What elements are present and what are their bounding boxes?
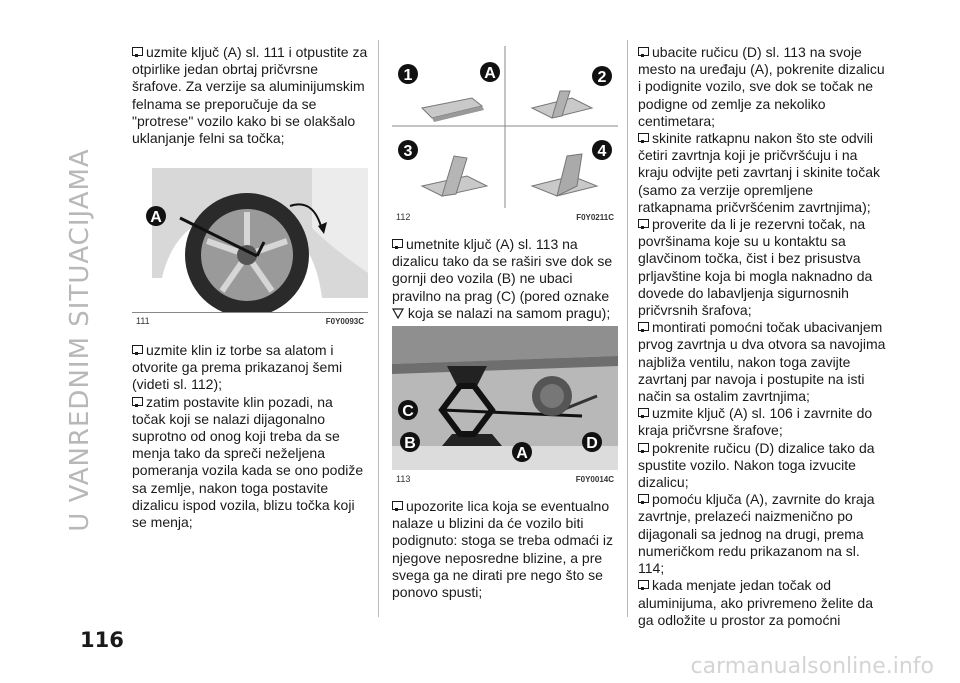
instruction-paragraph: upozorite lica koja se eventualno nalaze u blizini da će vozilo biti podignuto: stoga se treba odmaći iz njegove neposredne blizine, a pre svega ga ne dirati pre nego što se ponovo spusti; bbox=[392, 498, 614, 601]
instruction-paragraph: uzmite ključ (A) sl. 111 i otpustite za otpirlike jedan obrtaj pričvrsne šrafove. Za verzije sa aluminijumskim felnama se preporučuje da se "protrese" vozilo kako bi se olakšalo uklanjanje felni sa točka; bbox=[132, 44, 368, 147]
bullet-icon bbox=[638, 321, 649, 332]
jack-illustration bbox=[392, 326, 618, 470]
column-divider bbox=[627, 40, 628, 617]
triangle-mark-icon bbox=[392, 308, 404, 319]
callout-label-C: C bbox=[402, 403, 414, 420]
page-number: 116 bbox=[80, 628, 124, 652]
instruction-paragraph: pomoću ključa (A), zavrnite do kraja zavrtnje, prelazeći naizmenično po dijagonali sa jednog na drugi, prema numeričkom redu prikazanom na sl. 114; bbox=[638, 491, 875, 577]
instruction-paragraph: zatim postavite klin pozadi, na točak koji se nalazi dijagonalno suprotno od onog koji treba da se menja tako da spreči neželjena pomeranja vozila kada se ono podiže sa zemlje, nakon toga postavite dizalicu ispod vozila, blizu točka koji se menja; bbox=[132, 393, 364, 531]
column-2-middle bbox=[392, 236, 618, 322]
instruction-paragraph: uzmite klin iz torbe sa alatom i otvorite ga prema prikazanoj šemi (videti sl. 112); bbox=[132, 342, 343, 393]
instruction-paragraph: uzmite ključ (A) sl. 106 i zavrnite do kraja pričvrsne šrafove; bbox=[638, 405, 873, 439]
bullet-icon bbox=[638, 407, 649, 418]
wheel-wrench-illustration bbox=[132, 158, 368, 312]
column-1 bbox=[132, 44, 368, 147]
bullet-icon bbox=[638, 46, 649, 57]
column-divider bbox=[378, 40, 379, 617]
callout-label-1: 1 bbox=[403, 67, 413, 84]
section-title: U VANREDNIM SITUACIJAMA bbox=[65, 148, 95, 532]
watermark: carmanualsonline.info bbox=[690, 654, 934, 679]
instruction-paragraph: proverite da li je rezervni točak, na površinama koje su u kontaktu sa glavčinom točka, čist i bez prisustva prljavštine koja bi mogla naknadno da dovede do labavljenja sigurnosnih pričvrsnih šrafova; bbox=[638, 216, 873, 319]
callout-label-D: D bbox=[586, 435, 598, 452]
bullet-icon bbox=[638, 218, 649, 229]
bullet-icon bbox=[392, 238, 403, 249]
bullet-icon bbox=[638, 493, 649, 504]
figure-111 bbox=[132, 158, 368, 328]
bullet-icon bbox=[392, 500, 403, 511]
instruction-paragraph: montirati pomoćni točak ubacivanjem prvog zavrtnja u dva otvora sa navojima najbliža ventilu, nakon toga zavijte zavrtanj par navoja i postupite na isti način sa ostalim zavrtnjima; bbox=[638, 319, 886, 405]
wheel-chock-illustration bbox=[392, 46, 618, 208]
callout-label-4: 4 bbox=[597, 143, 607, 160]
figure-number: 113 bbox=[396, 474, 411, 484]
instruction-paragraph: kada menjate jedan točak od aluminijuma, ako privremeno želite da ga odložite u prostor za pomoćni bbox=[638, 577, 873, 628]
callout-label-A: A bbox=[516, 445, 528, 462]
figure-112 bbox=[392, 46, 618, 224]
callout-label-A: A bbox=[150, 209, 162, 226]
callout-label-3: 3 bbox=[403, 143, 413, 160]
column-1-lower bbox=[132, 342, 368, 531]
instruction-paragraph: ubacite ručicu (D) sl. 113 na svoje mesto na uređaju (A), pokrenite dizalicu i podignite vozilo, sve dok se točak ne podigne od zemlje za nekoliko centimetara; bbox=[638, 44, 885, 129]
callout-label-A: A bbox=[484, 65, 496, 82]
instruction-paragraph: pokrenite ručicu (D) dizalice tako da spustite vozilo. Nakon toga izvucite dizalicu; bbox=[638, 439, 875, 491]
figure-code: F0Y0093C bbox=[325, 317, 364, 326]
column-2-lower bbox=[392, 498, 618, 601]
bullet-icon bbox=[132, 344, 143, 355]
callout-label-B: B bbox=[404, 435, 416, 452]
bullet-icon bbox=[132, 396, 143, 407]
column-3 bbox=[638, 44, 888, 629]
figure-code: F0Y0211C bbox=[576, 213, 614, 222]
instruction-paragraph: umetnite ključ (A) sl. 113 na dizalicu tako da se raširi sve dok se gornji deo vozila (B) ne ubaci pravilno na prag (C) (pored oznake koja se nalazi na samom pragu); bbox=[392, 236, 613, 321]
callout-label-2: 2 bbox=[597, 69, 607, 86]
bullet-icon bbox=[638, 442, 649, 453]
figure-number: 111 bbox=[136, 316, 150, 326]
bullet-icon bbox=[132, 46, 143, 57]
figure-113 bbox=[392, 326, 618, 486]
instruction-paragraph: skinite ratkapnu nakon što ste odvili četiri zavrtnja koji je pričvršćuju i na kraju odvijte peti zavrtanj i skinite točak (samo za verzije opremljene ratkapnama pričvršćenim zavrtnjima); bbox=[638, 130, 880, 215]
bullet-icon bbox=[638, 579, 649, 590]
figure-number: 112 bbox=[396, 212, 411, 222]
bullet-icon bbox=[638, 132, 649, 143]
figure-code: F0Y0014C bbox=[575, 475, 614, 484]
